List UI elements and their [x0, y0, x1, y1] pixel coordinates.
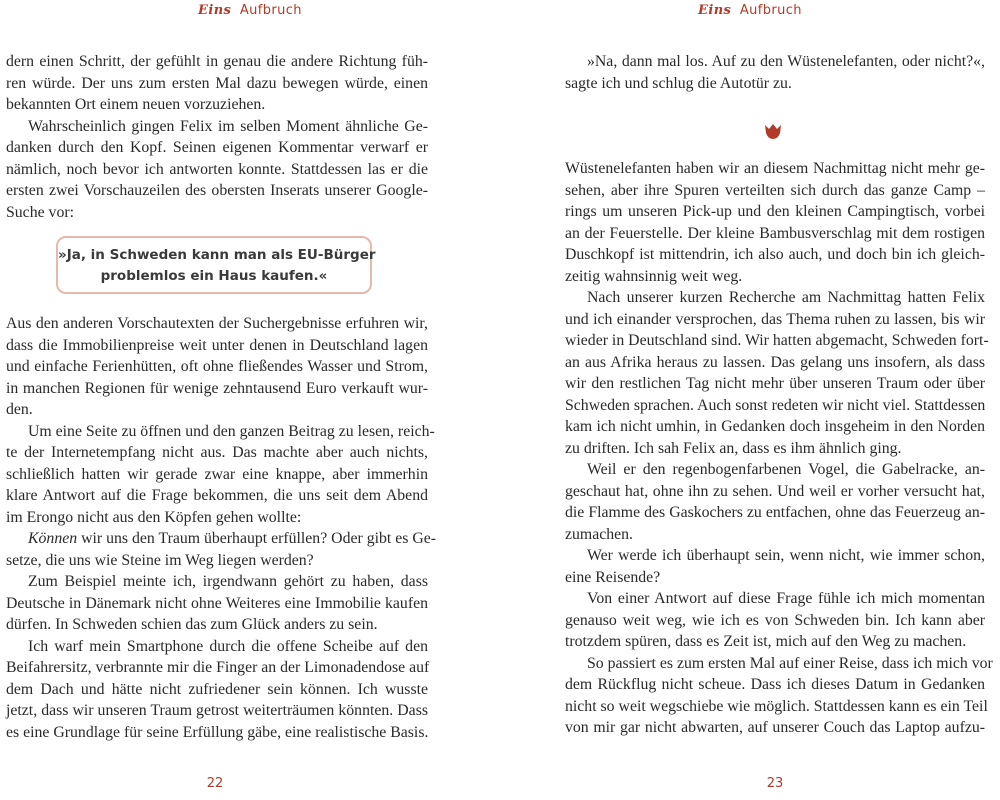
text-line: ersten zwei Vorschauzeilen des obersten Inserats unserer Google-: [6, 182, 428, 199]
text-line: schließlich hatten wir gerade zwar eine knappe, aber immerhin: [6, 465, 428, 483]
text-line: Von einer Antwort auf diese Frage fühle ich mich momentan: [587, 590, 985, 607]
text-line: sehen, aber ihre Spuren verteilten sich durch das ganze Camp –: [565, 181, 985, 199]
text-line: Wüstenelefanten haben wir an diesem Nachmittag nicht mehr ge-: [565, 160, 985, 177]
tulip-ornament-icon: [764, 124, 782, 140]
text-line: Duschkopf ist mittendrin, ich also auch, und doch bin ich gleich-: [565, 246, 985, 263]
text-line: Beifahrersitz, verbrannte mir die Finger an der Limonadendose auf: [6, 659, 430, 676]
text-line: Wahrscheinlich gingen Felix im selben Moment ähnliche Ge-: [28, 117, 428, 135]
text-line: zumachen.: [565, 525, 633, 543]
callout-line: »Ja, in Schweden kann man als EU-Bürger: [58, 247, 376, 263]
text-line: setze, die uns wie Steine im Weg liegen werden?: [6, 551, 314, 569]
text-line: Suche vor:: [6, 203, 75, 221]
running-head-right: [500, 3, 1000, 18]
text-line: danken durch den Kopf. Seinen eigenen Kommentar verwarf er: [6, 139, 428, 156]
text-line: dem Dach und hätte nicht zufriedener sein können. Ich wusste: [6, 680, 428, 698]
text-line: Schweden sprachen. Auch sonst redeten wir nicht viel. Stattdessen: [565, 396, 986, 414]
text-line-with-italic: [6, 528, 437, 550]
text-line: bekannten Ort einem neuen vorzuziehen.: [6, 96, 266, 113]
text-line: Zum Beispiel meinte ich, irgendwann gehört zu haben, dass: [28, 573, 428, 590]
text-line: te der Internetempfang nicht aus. Das machte aber auch nichts,: [6, 444, 428, 461]
page-number-left: 22: [206, 776, 224, 791]
text-line: So passiert es zum ersten Mal auf einer Reise, dass ich mich vor: [587, 654, 993, 672]
text-line: sagte ich und schlug die Autotür zu.: [565, 74, 792, 92]
left-text-block-2: [6, 313, 437, 743]
text-line: Aus den anderen Vorschautexten der Suchergebnisse erfuhren wir,: [6, 315, 428, 332]
left-text-block-1: [6, 51, 428, 223]
chapter-mark: Eins: [198, 3, 232, 18]
right-text-block-2: [565, 158, 993, 739]
text-line: und einfache Ferienhütten, oft ohne fließendes Wasser und Strom,: [6, 358, 428, 375]
text-line: an der Feuerstelle. Der kleine Bambusverschlag mit dem rostigen: [565, 224, 985, 242]
text-line: die Flamme des Gaskochers zu entfachen, ohne das Feuerzeug an-: [565, 504, 985, 521]
chapter-mark: Eins: [698, 3, 732, 18]
running-head-left: [0, 3, 500, 18]
text-line: wieder in Deutschland sind. Wir hatten abgemacht, Schweden fort-: [565, 332, 989, 349]
text-line: von mir gar nicht abwarten, auf unserer Couch das Laptop aufzu-: [565, 719, 985, 736]
chapter-title: Aufbruch: [239, 3, 302, 18]
text-line: in manchen Regionen für wenige zehntausend Euro verkauft wur-: [6, 379, 428, 397]
text-line: »Na, dann mal los. Auf zu den Wüstenelefanten, oder nicht?«,: [587, 53, 985, 70]
italic-emphasis: Können: [28, 530, 78, 547]
text-line: im Erongo nicht aus den Köpfen gehen wollte:: [6, 508, 302, 526]
text-line: jetzt, dass wir unseren Traum getrost weiterträumen könnten. Dass: [6, 702, 428, 719]
text-line: den.: [6, 401, 33, 418]
text-line: wir den restlichen Tag nicht mehr über unseren Traum oder über: [565, 375, 985, 392]
text-line: nicht so weit wegschiebe wie möglich. Stattdessen kann es ein Teil: [565, 697, 988, 715]
text-line: dern einen Schritt, der gefühlt in genau die andere Richtung füh-: [6, 53, 428, 70]
text-line: ren würde. Der uns zum ersten Mal dazu bewegen würde, einen: [6, 74, 428, 92]
text-line: dem Rückflug nicht scheue. Dass ich dieses Datum in Gedanken: [565, 676, 985, 693]
text-line: es eine Grundlage für seine Erfüllung gäbe, eine realistische Basis.: [6, 723, 429, 741]
page-number-right: 23: [766, 776, 784, 791]
text-line: zeitig wahnsinnig weit weg.: [565, 267, 743, 285]
text-line-rest: wir uns den Traum überhaupt erfüllen? Oder gibt es Ge-: [77, 530, 437, 547]
text-line: klare Antwort auf die Frage bekommen, die uns seit dem Abend: [6, 487, 428, 504]
text-line: geschaut hat, ohne ihn zu sehen. Und weil er vorher versucht hat,: [565, 482, 985, 500]
text-line: eine Reisende?: [565, 568, 661, 586]
text-line: trotzdem spüren, dass es Zeit ist, mich auf den Weg zu machen.: [565, 633, 967, 650]
text-line: nämlich, noch bevor ich antworten konnte. Stattdessen las er die: [6, 160, 428, 178]
text-line: an aus Afrika heraus zu lassen. Das gelang uns insofern, als dass: [565, 353, 985, 371]
text-line: Deutsche in Dänemark nicht ohne Weiteres eine Immobilie kaufen: [6, 594, 428, 612]
text-line: Um eine Seite zu öffnen und den ganzen Beitrag zu lesen, reich-: [28, 422, 435, 440]
text-line: zu driften. Ich sah Felix an, dass es ihm ähnlich ging.: [565, 439, 902, 457]
text-line: dürfen. In Schweden schien das zum Glück anders zu sein.: [6, 616, 378, 633]
text-line: Weil er den regenbogenfarbenen Vogel, die Gabelracke, an-: [587, 461, 985, 478]
text-line: kam ich nicht umhin, in Gedanken doch insgeheim in den Norden: [565, 418, 985, 435]
callout-line: problemlos ein Haus kaufen.«: [100, 268, 328, 284]
right-page: [500, 0, 1000, 800]
right-text-block-1: [565, 51, 985, 94]
text-line: dass die Immobilienpreise weit unter denen in Deutschland lagen: [6, 336, 428, 354]
text-line: rings um unseren Pick-up und den kleinen Campingtisch, vorbei: [565, 203, 985, 220]
text-line: Nach unserer kurzen Recherche am Nachmittag hatten Felix: [587, 289, 985, 306]
text-line: Ich warf mein Smartphone durch die offene Scheibe auf den: [28, 637, 428, 655]
quote-callout-box: [56, 236, 376, 294]
text-line: genauso weit weg, wie ich es von Schweden bin. Ich kann aber: [565, 611, 985, 629]
text-line: Wer werde ich überhaupt sein, wenn nicht, wie immer schon,: [587, 547, 985, 564]
chapter-title: Aufbruch: [739, 3, 802, 18]
text-line: und ich einander versprochen, das Thema ruhen zu lassen, bis wir: [565, 310, 985, 328]
